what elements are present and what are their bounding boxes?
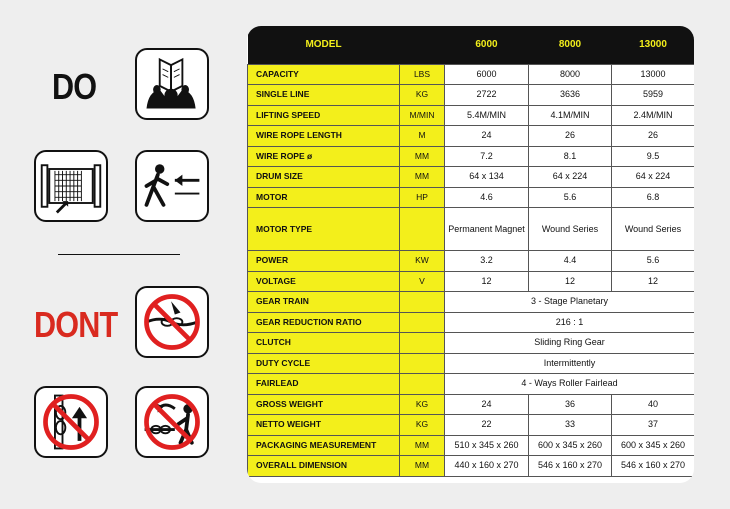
table-row: [248, 187, 695, 208]
header-unit: [400, 26, 445, 64]
row-unit: [400, 292, 445, 313]
row-value: 64 x 224: [529, 167, 612, 188]
row-unit: MM: [400, 146, 445, 167]
row-unit: [400, 353, 445, 374]
spec-table: [247, 26, 694, 477]
reading-manual-icon: [135, 48, 209, 120]
table-row: [248, 456, 695, 477]
table-row: [248, 208, 695, 251]
row-value: 22: [445, 415, 529, 436]
row-unit: HP: [400, 187, 445, 208]
row-value: 3636: [529, 85, 612, 106]
row-value: 7.2: [445, 146, 529, 167]
no-hand-on-rope-icon: [135, 286, 209, 358]
row-label: MOTOR: [248, 187, 400, 208]
table-row: [248, 333, 695, 354]
spec-table-container: [247, 26, 694, 483]
row-unit: [400, 333, 445, 354]
row-value: 5.4M/MIN: [445, 105, 529, 126]
row-value: 2.4M/MIN: [612, 105, 695, 126]
row-value-span: Intermittently: [445, 353, 695, 374]
row-label: FAIRLEAD: [248, 374, 400, 395]
row-value: 600 x 345 x 260: [612, 435, 695, 456]
row-unit: KG: [400, 85, 445, 106]
row-value: 9.5: [612, 146, 695, 167]
no-person-near-rope-icon: [135, 386, 209, 458]
row-value: 8.1: [529, 146, 612, 167]
table-row: [248, 126, 695, 147]
row-unit: MM: [400, 435, 445, 456]
row-value: 26: [529, 126, 612, 147]
row-value: 12: [612, 271, 695, 292]
table-row: [248, 146, 695, 167]
row-value: 24: [445, 394, 529, 415]
dont-label: DONT: [34, 304, 118, 345]
person-away-icon: [135, 150, 209, 222]
row-value: 8000: [529, 64, 612, 85]
row-unit: [400, 374, 445, 395]
row-unit: V: [400, 271, 445, 292]
row-value: 36: [529, 394, 612, 415]
row-label: SINGLE LINE: [248, 85, 400, 106]
row-value: 600 x 345 x 260: [529, 435, 612, 456]
row-unit: [400, 208, 445, 251]
row-value: 4.6: [445, 187, 529, 208]
row-label: PACKAGING MEASUREMENT: [248, 435, 400, 456]
row-value: 24: [445, 126, 529, 147]
row-value: 546 x 160 x 270: [529, 456, 612, 477]
row-label: GEAR TRAIN: [248, 292, 400, 313]
table-row: [248, 353, 695, 374]
row-label: OVERALL DIMENSION: [248, 456, 400, 477]
row-label: GEAR REDUCTION RATIO: [248, 312, 400, 333]
row-value: 2722: [445, 85, 529, 106]
table-row: [248, 312, 695, 333]
safety-panel: [0, 0, 240, 509]
table-row: [248, 415, 695, 436]
row-value: 26: [612, 126, 695, 147]
row-value: 4.1M/MIN: [529, 105, 612, 126]
row-value: 5.6: [612, 251, 695, 272]
table-row: [248, 271, 695, 292]
row-value: 12: [529, 271, 612, 292]
row-label: NETTO WEIGHT: [248, 415, 400, 436]
row-unit: [400, 312, 445, 333]
table-row: [248, 251, 695, 272]
table-row: [248, 394, 695, 415]
row-value: Permanent Magnet: [445, 208, 529, 251]
wire-rope-drum-icon: [34, 150, 108, 222]
row-value: 40: [612, 394, 695, 415]
row-value-span: Sliding Ring Gear: [445, 333, 695, 354]
row-unit: MM: [400, 456, 445, 477]
header-13000: 13000: [639, 39, 667, 51]
no-hook-loop-icon: [34, 386, 108, 458]
table-row: [248, 64, 695, 85]
row-unit: KG: [400, 415, 445, 436]
header-model: MODEL: [305, 39, 342, 51]
row-label: WIRE ROPE ø: [248, 146, 400, 167]
row-value: 13000: [612, 64, 695, 85]
row-value: 33: [529, 415, 612, 436]
table-body: [248, 64, 695, 476]
row-value: 6.8: [612, 187, 695, 208]
row-value-span: 216 : 1: [445, 312, 695, 333]
row-value: 3.2: [445, 251, 529, 272]
row-unit: M/MIN: [400, 105, 445, 126]
row-value: 5959: [612, 85, 695, 106]
table-row: [248, 105, 695, 126]
table-header-row: [248, 26, 695, 64]
row-unit: MM: [400, 167, 445, 188]
row-label: MOTOR TYPE: [248, 208, 400, 251]
row-label: LIFTING SPEED: [248, 105, 400, 126]
row-value: 510 x 345 x 260: [445, 435, 529, 456]
row-value: 64 x 134: [445, 167, 529, 188]
do-label: DO: [52, 66, 97, 107]
row-value: 64 x 224: [612, 167, 695, 188]
row-unit: M: [400, 126, 445, 147]
row-label: GROSS WEIGHT: [248, 394, 400, 415]
row-value: 6000: [445, 64, 529, 85]
row-value: 37: [612, 415, 695, 436]
row-value: Wound Series: [529, 208, 612, 251]
row-value: 12: [445, 271, 529, 292]
row-value: 546 x 160 x 270: [612, 456, 695, 477]
row-unit: KG: [400, 394, 445, 415]
row-value-span: 4 - Ways Roller Fairlead: [445, 374, 695, 395]
row-label: DRUM SIZE: [248, 167, 400, 188]
table-row: [248, 167, 695, 188]
header-8000: 8000: [558, 39, 582, 51]
row-value: 5.6: [529, 187, 612, 208]
row-unit: KW: [400, 251, 445, 272]
table-row: [248, 85, 695, 106]
table-row: [248, 374, 695, 395]
row-label: POWER: [248, 251, 400, 272]
header-6000: 6000: [475, 39, 498, 51]
row-value: Wound Series: [612, 208, 695, 251]
row-value: 440 x 160 x 270: [445, 456, 529, 477]
row-label: CLUTCH: [248, 333, 400, 354]
row-label: VOLTAGE: [248, 271, 400, 292]
row-label: CAPACITY: [248, 64, 400, 85]
row-label: DUTY CYCLE: [248, 353, 400, 374]
table-row: [248, 435, 695, 456]
row-unit: LBS: [400, 64, 445, 85]
row-label: WIRE ROPE LENGTH: [248, 126, 400, 147]
row-value-span: 3 - Stage Planetary: [445, 292, 695, 313]
row-value: 4.4: [529, 251, 612, 272]
divider: [58, 254, 180, 255]
table-row: [248, 292, 695, 313]
